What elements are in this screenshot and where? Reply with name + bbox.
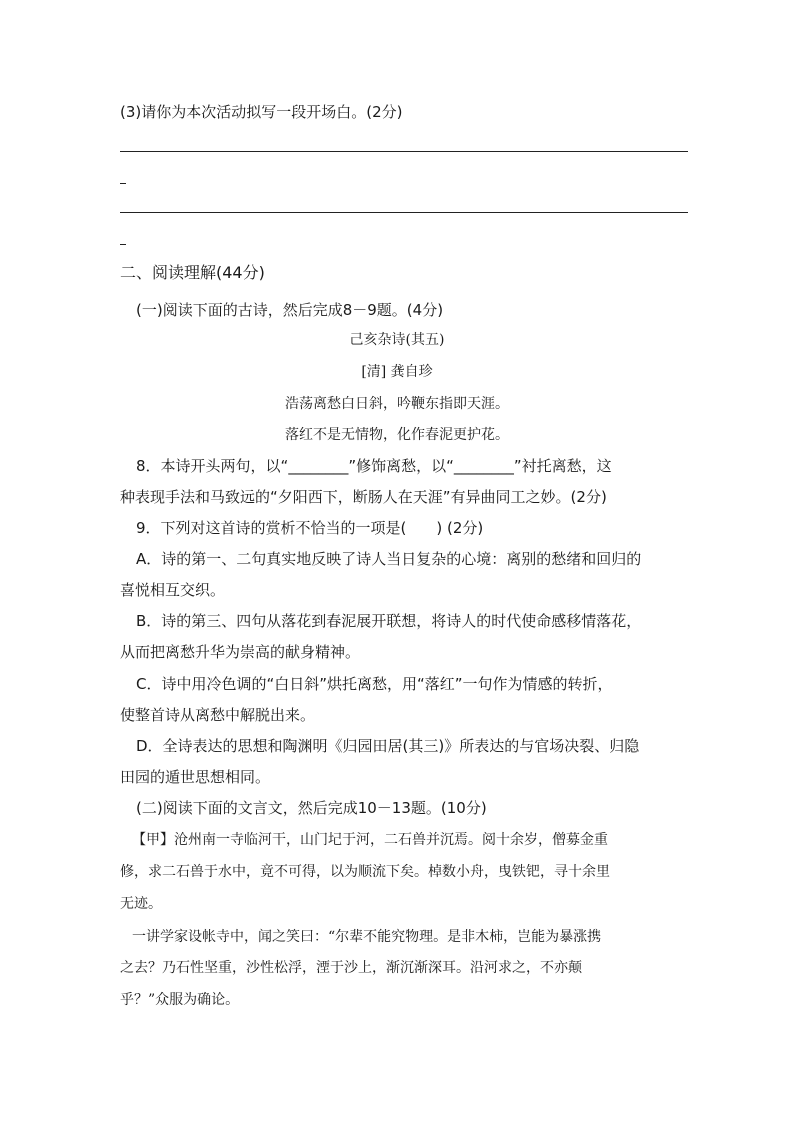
poem-author: [清] 龚自珍: [361, 364, 433, 380]
poem-title: 己亥杂诗(其五): [349, 332, 445, 348]
jia-p2-line-3: 乎？”众服为确论。: [120, 992, 240, 1008]
answer-dash-2: [120, 244, 126, 245]
q9-option-a[interactable]: A．诗的第一、二句真实地反映了诗人当日复杂的心境：离别的愁绪和回归的: [136, 550, 642, 568]
q9-option-b[interactable]: B．诗的第三、四句从落花到春泥展开联想，将诗人的时代使命感移情落花，: [136, 612, 642, 630]
q9-option-d-cont: 田园的遁世思想相同。: [120, 768, 271, 786]
answer-dash-1: [120, 183, 126, 184]
q8-line-1: 8．本诗开头两句，以“________”修饰离愁，以“________”衬托离愁，这: [136, 457, 612, 475]
part2-instruction: (二)阅读下面的文言文，然后完成10－13题。(10分): [136, 799, 487, 817]
poem-line-1: 浩荡离愁白日斜，吟鞭东指即天涯。: [285, 396, 509, 412]
q9-option-a-cont: 喜悦相互交织。: [120, 581, 226, 599]
q9-option-c-cont: 使整首诗从离愁中解脱出来。: [120, 706, 316, 724]
jia-p1-line-3: 无迹。: [120, 896, 162, 912]
answer-line-2[interactable]: [120, 212, 688, 213]
q9-option-c[interactable]: C．诗中用冷色调的“白日斜”烘托离愁，用“落红”一句作为情感的转折，: [136, 675, 613, 693]
q8-line-2: 种表现手法和马致远的“夕阳西下，断肠人在天涯”有异曲同工之妙。(2分): [120, 488, 607, 506]
q9-option-d[interactable]: D．全诗表达的思想和陶渊明《归园田居(其三)》所表达的与官场决裂、归隐: [136, 737, 640, 755]
jia-p2-line-1: 一讲学家设帐寺中，闻之笑曰：“尔辈不能究物理。是非木柿，岂能为暴涨携: [132, 929, 602, 945]
jia-p1-line-2: 修，求二石兽于水中，竟不可得，以为顺流下矣。棹数小舟，曳铁钯，寻十余里: [120, 864, 610, 880]
section-heading: 二、阅读理解(44分): [120, 263, 265, 282]
part1-instruction: (一)阅读下面的古诗，然后完成8－9题。(4分): [136, 301, 444, 319]
answer-line-1[interactable]: [120, 151, 688, 152]
jia-p2-line-2: 之去？乃石性坚重，沙性松浮，湮于沙上，渐沉渐深耳。沿河求之，不亦颠: [120, 960, 582, 976]
q9-option-b-cont: 从而把离愁升华为崇高的献身精神。: [120, 643, 361, 661]
q9-stem: 9．下列对这首诗的赏析不恰当的一项是( ) (2分): [136, 519, 484, 537]
jia-p1-line-1: 【甲】沧州南一寺临河干，山门圮于河，二石兽并沉焉。阅十余岁，僧募金重: [132, 832, 608, 848]
poem-line-2: 落红不是无情物，化作春泥更护花。: [285, 427, 509, 443]
q3-prompt: (3)请你为本次活动拟写一段开场白。(2分): [120, 103, 403, 121]
